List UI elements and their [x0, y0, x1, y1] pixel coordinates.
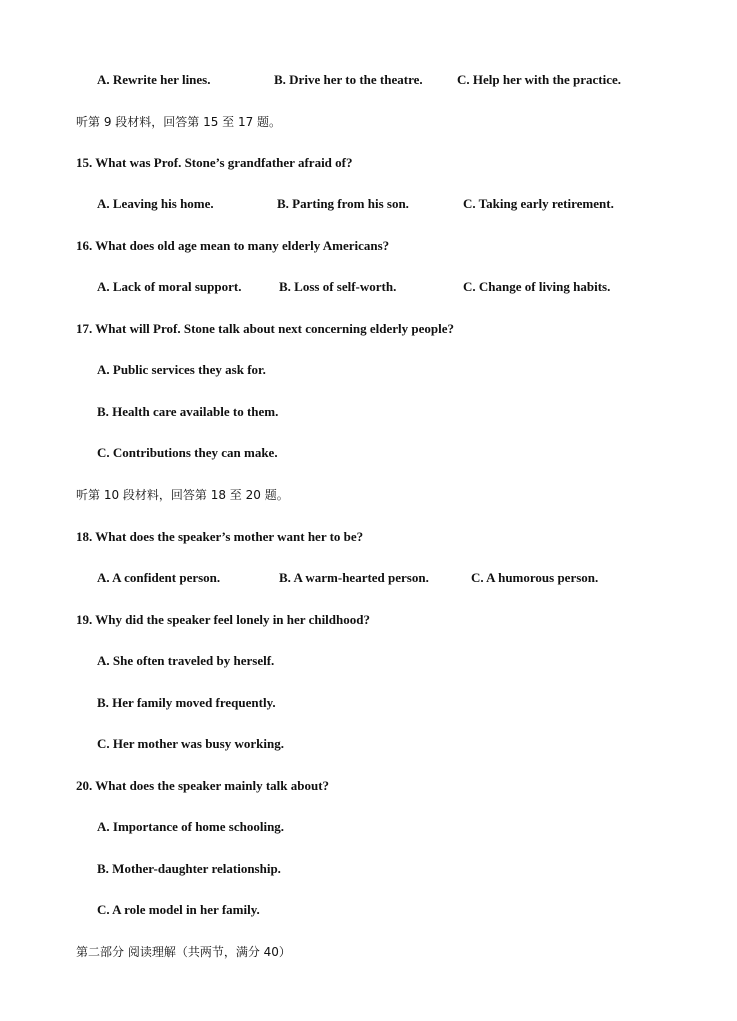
q19-option-c: C. Her mother was busy working.: [97, 736, 284, 751]
q16-option-a: A. Lack of moral support.: [97, 279, 242, 294]
q20-option-c: C. A role model in her family.: [97, 902, 260, 917]
q15-options-row: [0, 196, 737, 212]
question-16: 16. What does old age mean to many elderly Americans?: [76, 238, 390, 253]
q14-option-c: C. Help her with the practice.: [457, 72, 622, 87]
q15-option-b: B. Parting from his son.: [277, 196, 409, 211]
q14-option-a: A. Rewrite her lines.: [97, 72, 211, 87]
q14-option-b: B. Drive her to the theatre.: [274, 72, 423, 87]
q16-option-c: C. Change of living habits.: [463, 279, 611, 294]
q14-options-row: [0, 72, 737, 88]
q18-option-b: B. A warm-hearted person.: [279, 570, 429, 585]
question-17: 17. What will Prof. Stone talk about next concerning elderly people?: [76, 321, 454, 336]
q20-option-a: A. Importance of home schooling.: [97, 819, 285, 834]
q17-option-a: A. Public services they ask for.: [97, 362, 266, 377]
q17-option-c: C. Contributions they can make.: [97, 445, 278, 460]
q19-option-a: A. She often traveled by herself.: [97, 653, 275, 668]
q15-option-a: A. Leaving his home.: [97, 196, 214, 211]
question-20: 20. What does the speaker mainly talk about?: [76, 778, 330, 793]
q16-option-b: B. Loss of self-worth.: [279, 279, 397, 294]
q20-option-b: B. Mother-daughter relationship.: [97, 861, 281, 876]
q18-option-a: A. A confident person.: [97, 570, 221, 585]
q15-option-c: C. Taking early retirement.: [463, 196, 614, 211]
q18-options-row: [0, 570, 737, 586]
question-18: 18. What does the speaker’s mother want her to be?: [76, 529, 364, 544]
q18-option-c: C. A humorous person.: [471, 570, 599, 585]
question-19: 19. Why did the speaker feel lonely in her childhood?: [76, 612, 370, 627]
q19-option-b: B. Her family moved frequently.: [97, 695, 276, 710]
question-15: 15. What was Prof. Stone’s grandfather afraid of?: [76, 155, 353, 170]
part-2-heading: 第二部分 阅读理解（共两节，满分 40）: [76, 945, 291, 959]
q16-options-row: [0, 279, 737, 295]
q17-option-b: B. Health care available to them.: [97, 404, 279, 419]
section-9-instruction: 听第 9 段材料，回答第 15 至 17 题。: [76, 115, 282, 129]
section-10-instruction: 听第 10 段材料，回答第 18 至 20 题。: [76, 488, 289, 502]
